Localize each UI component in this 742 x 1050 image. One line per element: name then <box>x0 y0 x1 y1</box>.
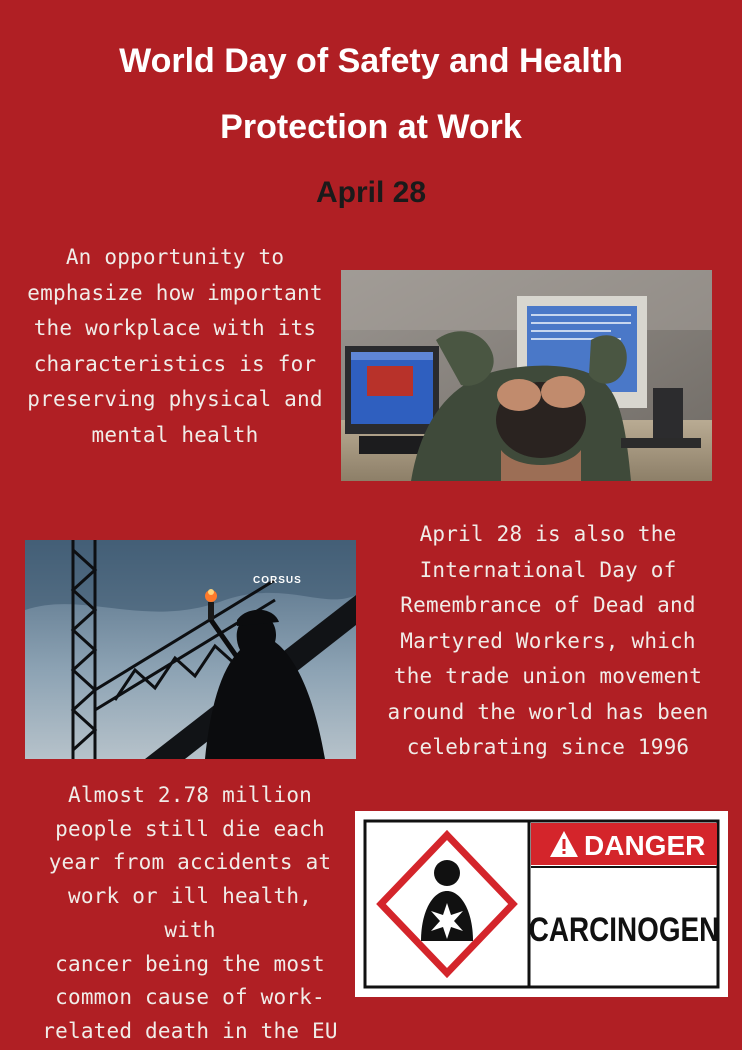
danger-label: DANGER <box>584 830 706 861</box>
opportunity-paragraph <box>14 240 336 453</box>
text-line: the trade union movement <box>393 664 703 688</box>
text-line: characteristics is for <box>33 351 317 376</box>
text-line: the workplace with its <box>33 316 317 340</box>
text-line: around the world has been <box>387 699 709 724</box>
text-line: emphasize how important <box>27 280 323 305</box>
remembrance-paragraph <box>382 517 714 766</box>
text-line: celebrating since 1996 <box>406 735 690 759</box>
statistic-paragraph <box>40 779 340 1049</box>
crane-worker-silhouette-photo <box>25 540 356 759</box>
text-line: cancer being the most <box>55 951 325 976</box>
carcinogen-danger-sign <box>355 811 728 997</box>
page-title-line-2: Protection at Work <box>220 108 522 146</box>
text-line: year from accidents at <box>48 850 332 875</box>
text-line: mental health <box>91 422 259 447</box>
text-line: people still die each <box>55 816 325 841</box>
text-line: April 28 is also the <box>419 522 677 546</box>
text-line: common cause of work- <box>55 985 325 1010</box>
event-date: April 28 <box>315 176 427 209</box>
hazard-label: CARCINOGEN <box>528 910 720 949</box>
text-line: related death in the EU <box>42 1018 338 1043</box>
text-line: International Day of <box>419 557 677 582</box>
stressed-office-worker-photo <box>341 270 712 481</box>
text-line: Remembrance of Dead and <box>400 593 696 617</box>
text-line: work or ill health, with <box>67 884 313 942</box>
text-line: preserving physical and <box>27 387 323 411</box>
text-line: Martyred Workers, which <box>400 628 696 653</box>
text-line: Almost 2.78 million <box>67 783 313 807</box>
text-line: An opportunity to <box>65 245 285 269</box>
page-title-line-1: World Day of Safety and Health <box>119 42 623 80</box>
crane-watermark: CORSUS <box>253 575 302 586</box>
